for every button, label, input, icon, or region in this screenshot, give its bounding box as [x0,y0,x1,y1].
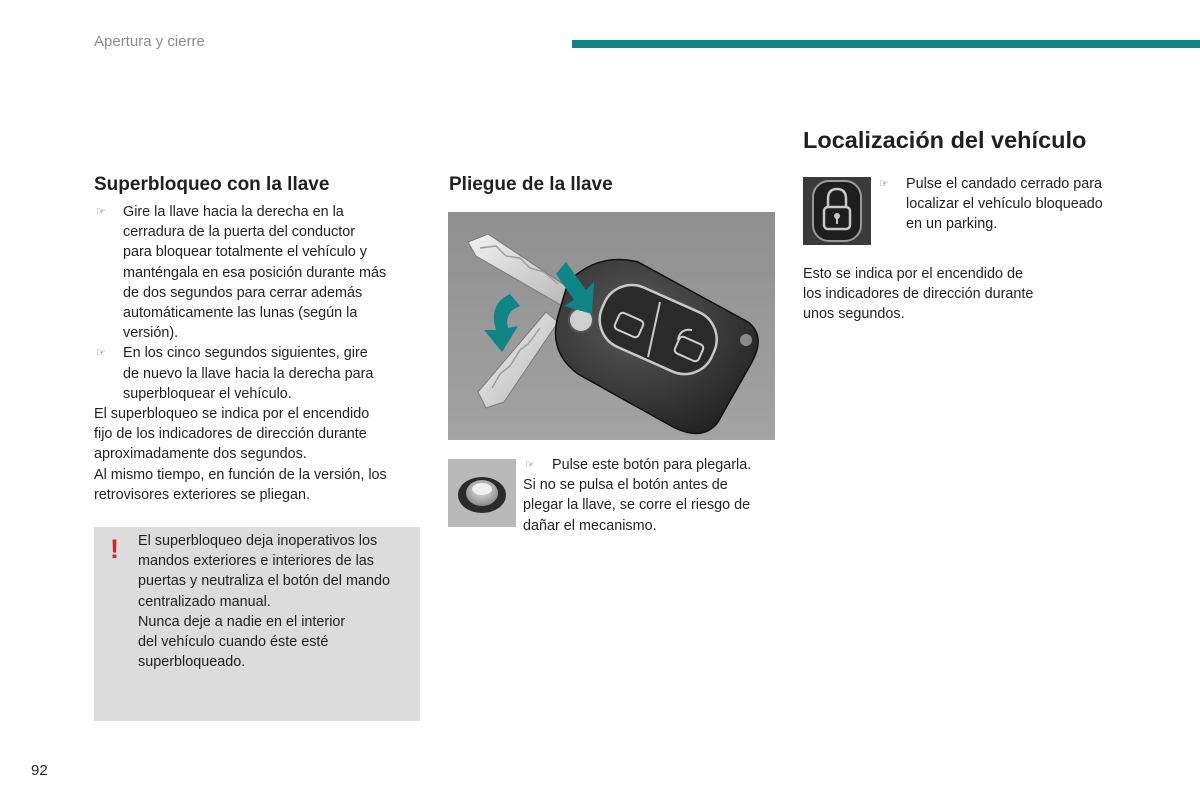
exclamation-icon: ! [110,534,119,564]
col2-body: ☞ Pulse este botón para plegarla. Si no se pulsa el botón antes de plegar la llave, se corre el riesgo de dañar el mecanismo. [523,455,783,536]
pointing-hand-icon: ☞ [96,206,106,218]
page-number: 92 [31,762,48,779]
col3-bullet [877,174,1177,235]
pointing-hand-icon: ☞ [525,459,535,471]
col1-body [94,202,424,505]
bullet-item: ☞ Gire la llave hacia la derecha en la cerradura de la puerta del conductor para bloquear totalmente el vehículo y manténgala en esa posición durante más de dos segundos para cerrar además automáticamente las lunas (según la versión). [96,204,387,342]
section-title: Apertura y cierre [94,33,205,50]
pointing-hand-icon: ☞ [96,347,106,360]
bullet-item: ☞ En los cinco segundos siguientes, gire de nuevo la llave hacia la derecha para superbloquear el vehículo. [96,345,374,402]
lock-button-image [803,177,871,245]
header-accent-bar [572,40,1200,48]
folding-key-illustration [448,212,775,440]
fold-button-image [448,459,516,527]
heading-localizacion: Localización del vehículo [803,127,1087,153]
bullet-item: ☞ Pulse el candado cerrado para localizar el vehículo bloqueado en un parking. [879,176,1103,233]
col3-paragraph: Esto se indica por el encendido de los indicadores de dirección durante unos segundos. [803,266,1034,323]
bullet-item: ☞ Pulse este botón para plegarla. [523,455,783,475]
heading-superbloqueo: Superbloqueo con la llave [94,174,330,195]
superbloqueo-paragraph: El superbloqueo se indica por el encendido fijo de los indicadores de dirección durante aproximadamente dos segundos. Al mismo tiempo, en función de la versión, los retrovisores exteriores se pliegan. [94,406,387,503]
pointing-hand-icon: ☞ [879,178,889,190]
heading-pliegue: Pliegue de la llave [449,174,613,195]
warning-text: El superbloqueo deja inoperativos los mandos exteriores e interiores de las puertas y neutraliza el botón del mando centralizado manual. Nunca deje a nadie en el interior del vehículo cuando éste esté superbloqueado. [138,533,390,671]
